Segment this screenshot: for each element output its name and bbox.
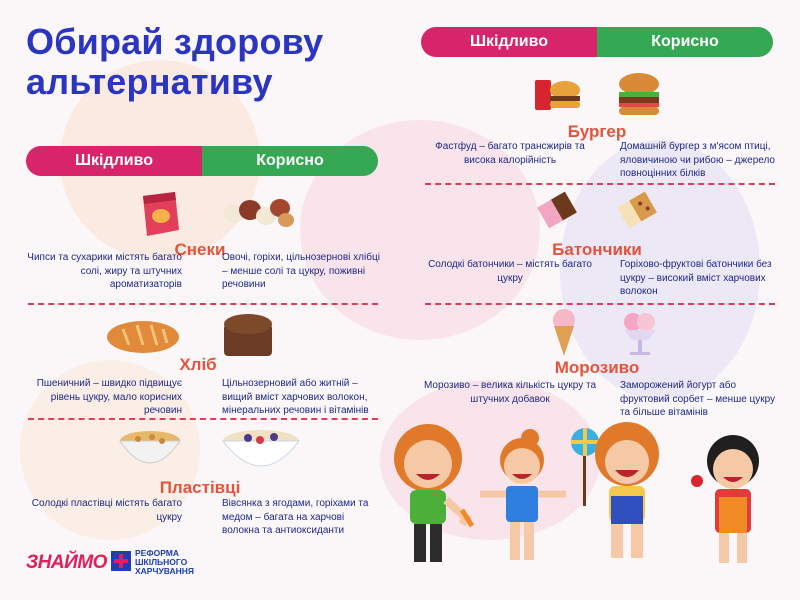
kid-illustration [470, 420, 570, 570]
burger-healthy-text: Домашній бургер з м'ясом птиці, яловичиною чи рибою – джерело повноцінних білків [620, 141, 775, 179]
reform-logo-text [135, 549, 194, 576]
burger-harmful-text: Фастфуд – багато трансжирів та висока калорійність [435, 141, 585, 166]
harmful-label: Шкідливо [26, 146, 202, 176]
bars-healthy-text: Горіхово-фруктові батончики без цукру – високий вміст харчових волокон [620, 259, 772, 297]
divider [425, 303, 775, 305]
znaimo-logo: ЗНАЙМО [26, 552, 107, 573]
burger-title: Бургер [567, 122, 627, 141]
tab-bar-left [26, 146, 378, 176]
reform-logo-line: ХАРЧУВАННЯ [135, 566, 194, 576]
cereal-bowl-image [118, 425, 182, 473]
ice-cream-cone-image [548, 308, 580, 358]
title-line-2: альтернативу [26, 61, 273, 102]
kid-illustration [565, 420, 685, 570]
healthy-label: Корисно [597, 27, 773, 57]
oatmeal-bowl-image [220, 425, 302, 475]
icecream-title: Морозиво [554, 358, 640, 377]
fastfood-burger-image [533, 70, 583, 118]
frozen-yogurt-cup-image [620, 308, 660, 358]
cereal-healthy-text: Вівсянка з ягодами, горіхами та медом – багата на харчові волокна та антиоксиданти [222, 498, 369, 536]
chocolate-bar-image [535, 190, 579, 230]
snacks-title: Снеки [174, 240, 226, 259]
bread-healthy-text: Цільнозерновий або житній – вищий вміст харчових волокон, мінеральних речовин і вітамінів [222, 378, 369, 416]
snacks-healthy-text: Овочі, горіхи, цільнозернові хлібці – менше солі та цукру, поживні речовини [222, 252, 380, 290]
bars-title: Батончики [552, 240, 642, 259]
bars-harmful-text: Солодкі батончики – містять багато цукру [428, 259, 592, 284]
white-loaf-image [105, 315, 181, 357]
reform-logo-line: ШКІЛЬНОГО [135, 557, 188, 567]
homemade-burger-image [617, 72, 661, 118]
bread-harmful-text: Пшеничний – швидко підвищує рівень цукру, мало корисних речовин [36, 378, 182, 416]
title-line-1: Обирай здорову [26, 21, 324, 62]
reform-logo-icon [111, 551, 131, 571]
nut-fruit-bar-image [615, 190, 659, 230]
rye-loaf-image [220, 310, 276, 358]
nuts-snack-image [222, 192, 296, 232]
divider [425, 183, 775, 185]
harmful-label: Шкідливо [421, 27, 597, 57]
chips-bag-image [135, 190, 185, 238]
healthy-label: Корисно [202, 146, 378, 176]
snacks-harmful-text: Чипси та сухарики містять багато солі, жиру та штучних ароматизаторів [27, 252, 182, 290]
page-title [26, 22, 323, 102]
bread-title: Хліб [179, 355, 217, 374]
cereal-harmful-text: Солодкі пластівці містять багато цукру [31, 498, 182, 523]
divider [28, 303, 378, 305]
tab-bar-right [421, 27, 773, 57]
icecream-harmful-text: Морозиво – велика кількість цукру та штучних добавок [423, 380, 597, 405]
cereal-title: Пластівці [159, 478, 241, 497]
icecream-healthy-text: Заморожений йогурт або фруктовий сорбет – менше цукру та більше вітамінів [620, 380, 776, 418]
kid-illustration [685, 425, 785, 570]
divider [28, 418, 378, 420]
reform-logo-line: РЕФОРМА [135, 548, 179, 558]
